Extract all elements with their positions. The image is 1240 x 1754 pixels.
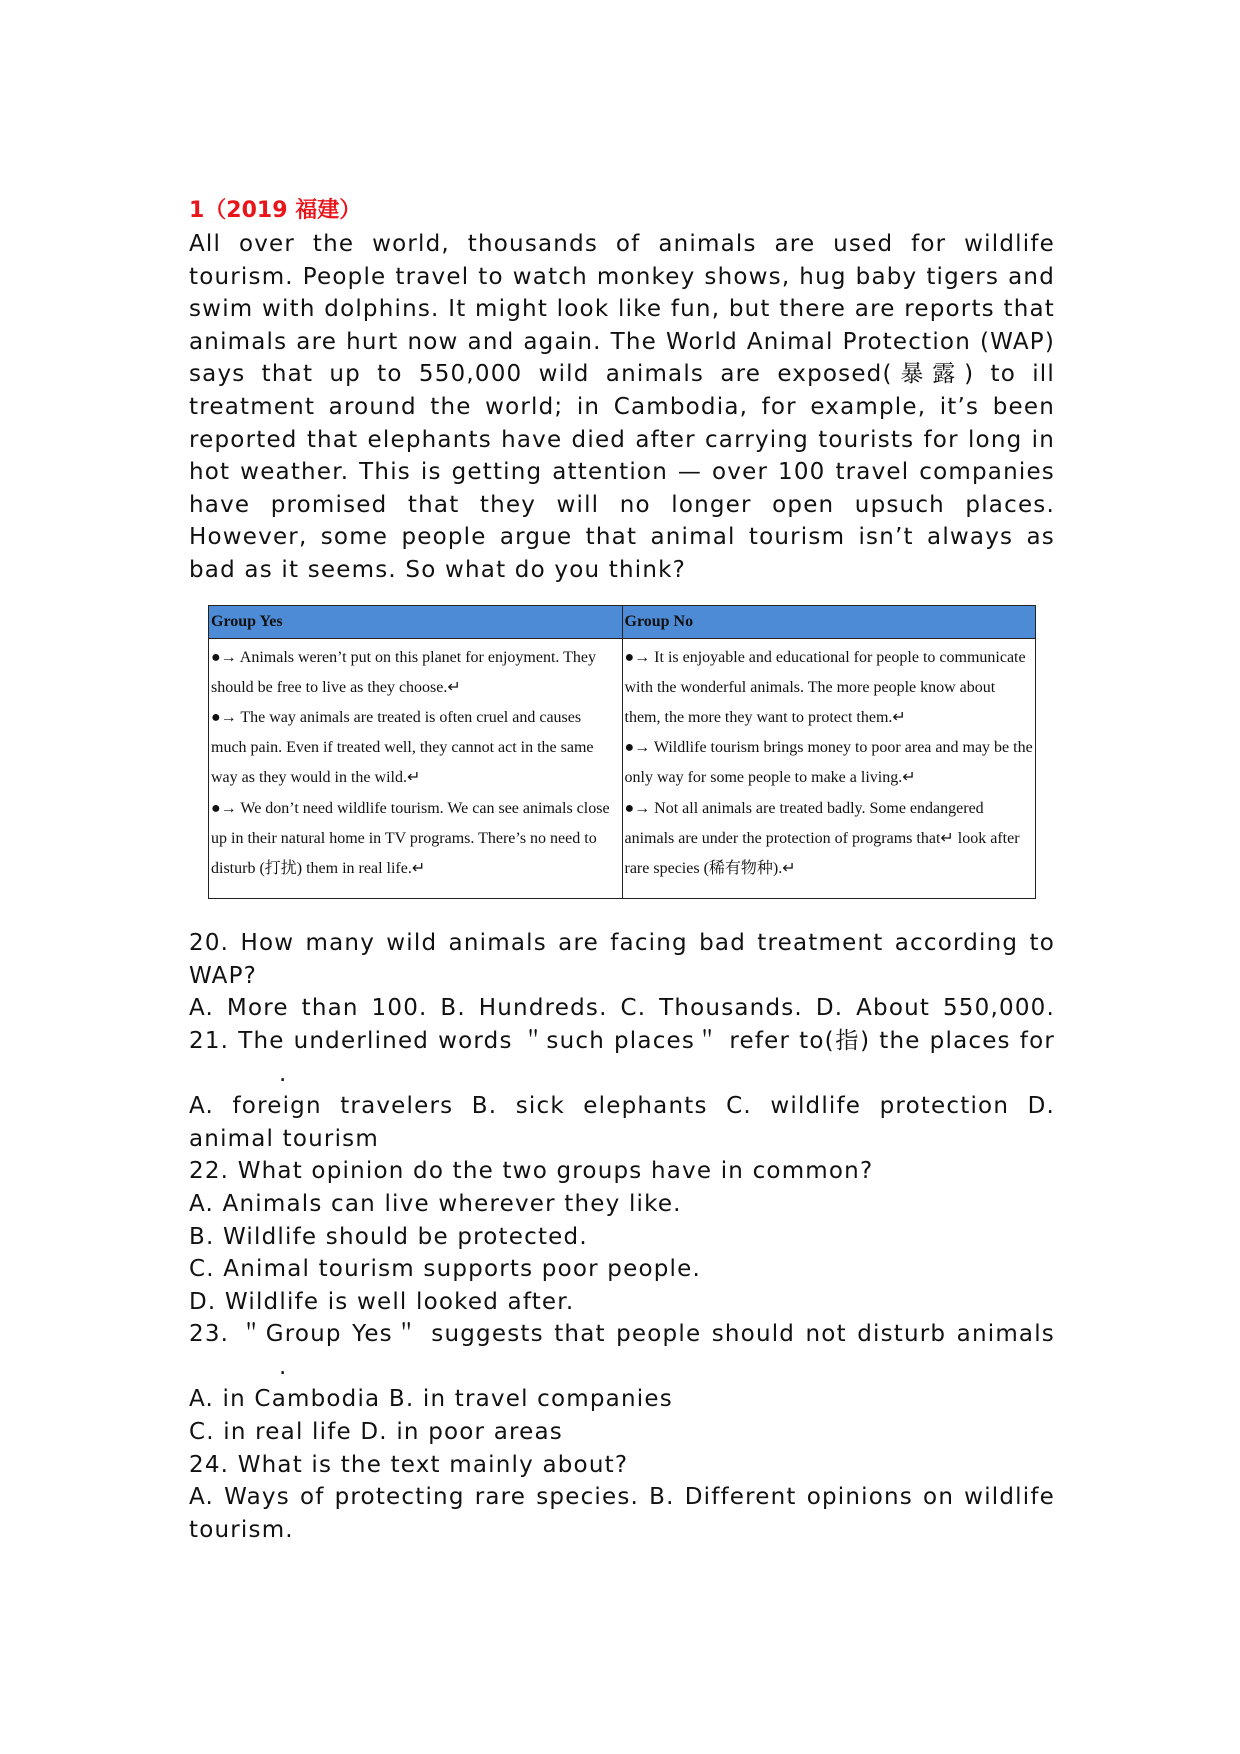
question-21: 21. The underlined words ＂such places＂ refer to(指) the places for — [189, 1027, 1055, 1054]
question-20-options — [189, 992, 1055, 1090]
question-23-options-ab: A. in Cambodia B. in travel companies — [189, 1386, 673, 1413]
table-row — [209, 638, 1036, 899]
group-no-cell — [622, 638, 1036, 899]
question-23-options-cd: C. in real life D. in poor areas — [189, 1419, 563, 1446]
question-21-end: . — [279, 1060, 288, 1087]
header-group-no: Group No — [622, 605, 1036, 638]
opinion-table-wrapper — [208, 605, 1036, 900]
header-group-yes: Group Yes — [209, 605, 623, 638]
question-22-option-d: D. Wildlife is well looked after. — [189, 1288, 575, 1315]
group-yes-cell — [209, 638, 623, 899]
question-20: 20. How many wild animals are facing bad treatment according to WAP? — [189, 930, 1055, 989]
no-point: ●→ Not all animals are treated badly. Some endangered animals are under the protection of programs that↵ look after rare species (稀有物种).↵ — [624, 799, 1020, 877]
question-22: 22. What opinion do the two groups have in common? — [189, 1158, 874, 1185]
question-24-options: A. Ways of protecting rare species. B. Different opinions on wildlife tourism. — [189, 1484, 1055, 1543]
question-23 — [189, 1318, 1055, 1383]
question-22-option-a: A. Animals can live wherever they like. — [189, 1190, 682, 1217]
question-heading: 1（2019 福建） — [189, 198, 362, 223]
question-22-option-b: B. Wildlife should be protected. — [189, 1223, 588, 1250]
yes-point: ●→ The way animals are treated is often cruel and causes much pain. Even if treated well, they cannot act in the same way as they would in the wild.↵ — [211, 708, 594, 787]
question-23-end: . — [279, 1353, 288, 1380]
no-point: ●→ Wildlife tourism brings money to poor area and may be the only way for some people to make a living.↵ — [624, 739, 1033, 787]
yes-point: ●→ We don’t need wildlife tourism. We can see animals close up in their natural home in TV programs. There’s no need to disturb (打扰) them in real life.↵ — [211, 799, 610, 877]
questions-section — [189, 927, 1055, 1546]
question-20-options-text: A. More than 100. B. Hundreds. C. Thousands. D. About 550,000. — [189, 995, 1055, 1022]
question-21-options: A. foreign travelers B. sick elephants C. wildlife protection D. animal tourism — [189, 1093, 1055, 1152]
yes-point: ●→ Animals weren’t put on this planet for enjoyment. They should be free to live as they choose.↵ — [211, 648, 597, 696]
question-23-text: 23. ＂Group Yes＂ suggests that people should not disturb animals — [189, 1321, 1055, 1348]
opinion-table — [208, 605, 1036, 900]
reading-passage: All over the world, thousands of animals are used for wildlife tourism. People travel to watch monkey shows, hug baby tigers and swim with dolphins. It might look like fun, but there are reports that animals are hurt now and again. The World Animal Protection (WAP) says that up to 550,000 wild animals are exposed(暴露) to ill treatment around the world; in Cambodia, for example, it’s been reported that elephants have died after carrying tourists for long in hot weather. This is getting attention — over 100 travel companies have promised that they will no longer open upsuch places. However, some people argue that animal tourism isn’t always as bad as it seems. So what do you think? — [189, 231, 1055, 583]
question-22-option-c: C. Animal tourism supports poor people. — [189, 1256, 701, 1283]
no-point: ●→ It is enjoyable and educational for people to communicate with the wonderful animals. The more people know about them, the more they want to protect them.↵ — [624, 648, 1026, 726]
document-page — [189, 196, 1055, 1546]
table-header-row — [209, 605, 1036, 638]
question-24: 24. What is the text mainly about? — [189, 1451, 629, 1478]
